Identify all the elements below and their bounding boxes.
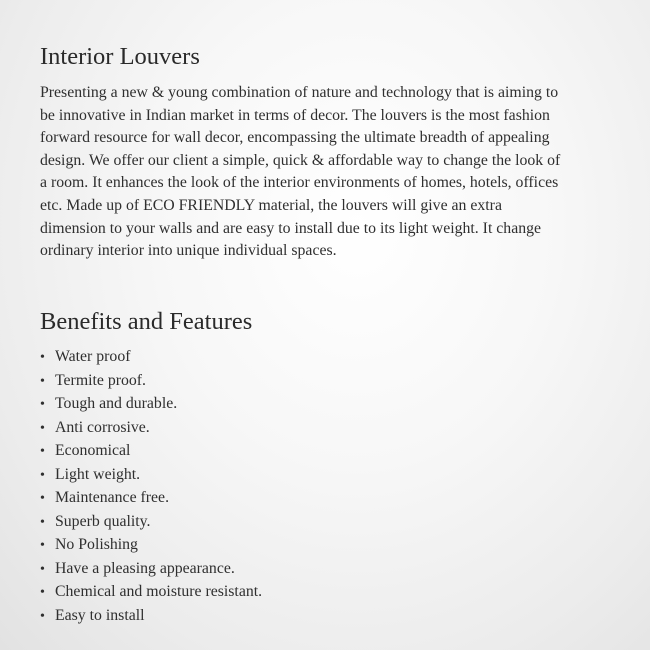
list-item bbox=[40, 464, 620, 488]
benefits-title: Benefits and Features bbox=[40, 308, 253, 335]
list-item-label: Easy to install bbox=[55, 606, 145, 624]
benefits-section bbox=[40, 307, 620, 628]
intro-line: dimension to your walls and are easy to install due to its light weight. It change bbox=[40, 219, 542, 237]
list-item-label: Termite proof. bbox=[55, 371, 147, 389]
list-item-label: Superb quality. bbox=[55, 512, 151, 530]
list-item bbox=[40, 487, 620, 511]
list-item-label: Water proof bbox=[55, 348, 131, 365]
intro-paragraph bbox=[40, 82, 620, 263]
list-item bbox=[40, 534, 620, 558]
benefits-list bbox=[40, 346, 620, 628]
bullet-icon: • bbox=[40, 561, 45, 577]
list-item bbox=[40, 440, 620, 464]
intro-section bbox=[40, 42, 620, 263]
list-item bbox=[40, 511, 620, 535]
intro-line: forward resource for wall decor, encompassing the ultimate breadth of appealing bbox=[40, 129, 550, 147]
bullet-icon: • bbox=[40, 467, 45, 483]
list-item bbox=[40, 346, 620, 370]
bullet-icon: • bbox=[40, 397, 45, 412]
intro-line: design. We offer our client a simple, quick & affordable way to change the look of bbox=[40, 151, 561, 169]
bullet-icon: • bbox=[40, 585, 45, 600]
list-item-label: Tough and durable. bbox=[55, 395, 178, 412]
intro-line: ordinary interior into unique individual spaces. bbox=[40, 242, 337, 260]
bullet-icon: • bbox=[40, 514, 45, 530]
intro-line: be innovative in Indian market in terms of decor. The louvers is the most fashion bbox=[40, 106, 550, 124]
list-item bbox=[40, 393, 620, 417]
list-item-label: Light weight. bbox=[55, 465, 141, 483]
list-item-label: Have a pleasing appearance. bbox=[55, 559, 235, 577]
bullet-icon: • bbox=[40, 420, 45, 436]
list-item-label: Maintenance free. bbox=[55, 489, 170, 506]
bullet-icon: • bbox=[40, 538, 45, 553]
list-item bbox=[40, 581, 620, 605]
bullet-icon: • bbox=[40, 373, 45, 389]
list-item bbox=[40, 370, 620, 394]
bullet-icon: • bbox=[40, 350, 45, 365]
intro-line: Presenting a new & young combination of nature and technology that is aiming to bbox=[40, 84, 559, 101]
list-item-label: Anti corrosive. bbox=[55, 418, 150, 436]
bullet-icon: • bbox=[40, 444, 45, 459]
list-item bbox=[40, 605, 620, 629]
intro-title: Interior Louvers bbox=[40, 43, 200, 70]
bullet-icon: • bbox=[40, 608, 45, 624]
list-item bbox=[40, 417, 620, 441]
list-item bbox=[40, 558, 620, 582]
intro-line: a room. It enhances the look of the interior environments of homes, hotels, offices bbox=[40, 174, 559, 192]
list-item-label: Economical bbox=[55, 442, 131, 459]
list-item-label: Chemical and moisture resistant. bbox=[55, 583, 263, 600]
list-item-label: No Polishing bbox=[55, 536, 138, 553]
bullet-icon: • bbox=[40, 491, 45, 506]
intro-line: etc. Made up of ECO FRIENDLY material, the louvers will give an extra bbox=[40, 196, 502, 214]
